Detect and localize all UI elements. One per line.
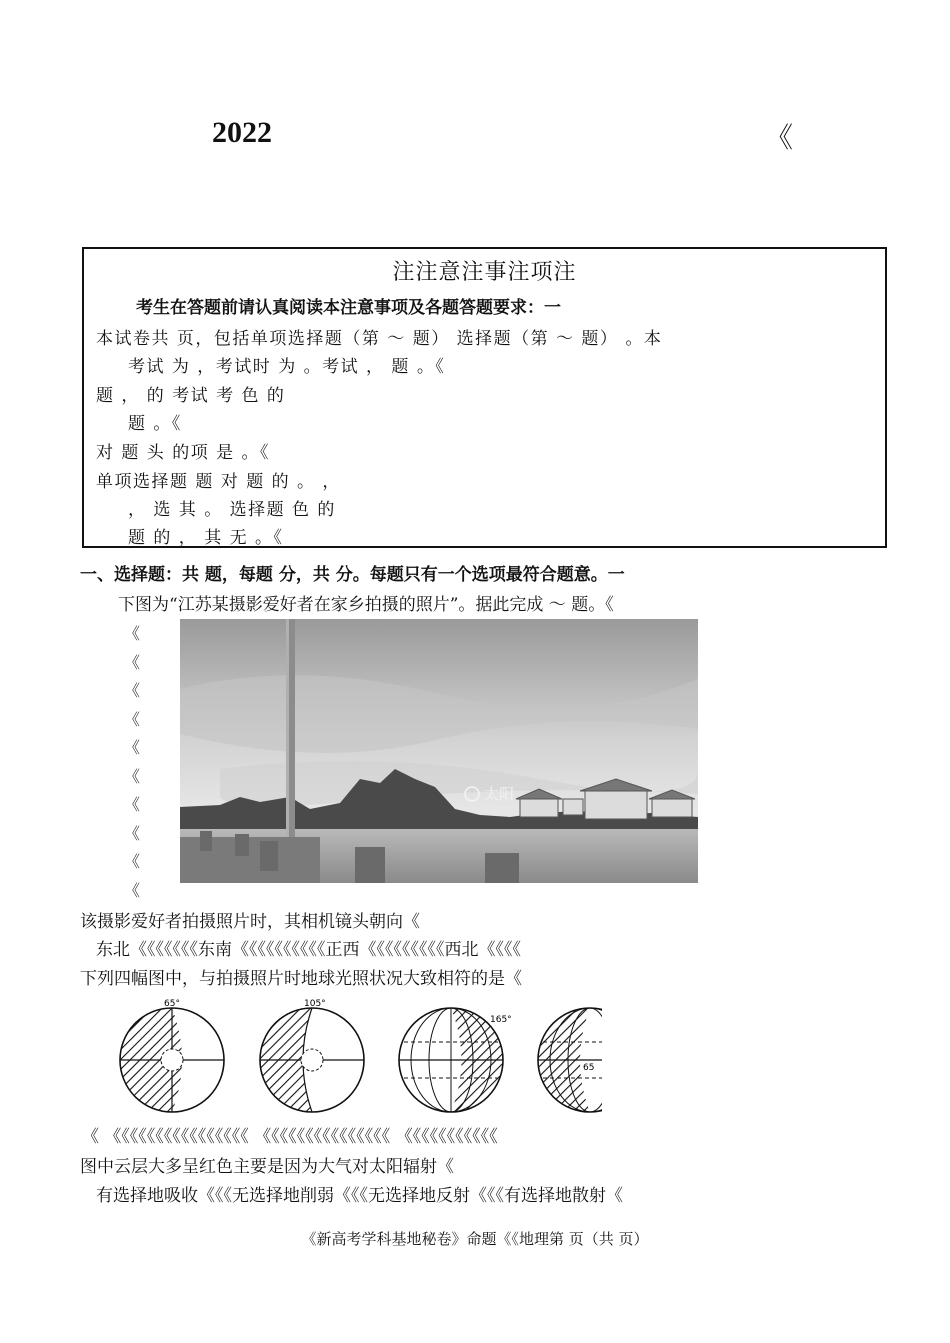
page-footer: 《新高考学科基地秘卷》命题《《地理第 页（共 页） bbox=[301, 1230, 649, 1248]
notice-box bbox=[82, 247, 887, 548]
landscape-photo bbox=[180, 619, 698, 883]
question-3-stem: 图中云层大多呈红色主要是因为大气对太阳辐射《 bbox=[80, 1157, 454, 1177]
margin-mark: 《 bbox=[124, 652, 141, 672]
notice-intro: 考生在答题前请认真阅读本注意事项及各题答题要求：一 bbox=[136, 298, 561, 318]
section-heading: 一、选择题：共 题，每题 分，共 分。每题只有一个选项最符合题意。一 bbox=[80, 565, 625, 585]
notice-line: 本试卷共 页，包括单项选择题（第 ～ 题） 选择题（第 ～ 题） 。本 bbox=[96, 329, 663, 349]
globe-diagrams bbox=[112, 998, 602, 1116]
notice-line: 题 的 ， 其 无 。《 bbox=[128, 528, 284, 548]
margin-mark: 《 bbox=[124, 852, 141, 871]
question-3-options: 有选择地吸收《《《无选择地削弱《《《无选择地反射《《《有选择地散射《 bbox=[96, 1186, 623, 1206]
globe-label: 65° bbox=[164, 999, 180, 1009]
notice-title: 注注意注事注项注 bbox=[392, 260, 577, 285]
margin-mark: 《 bbox=[124, 795, 141, 814]
exam-year: 2022 bbox=[212, 116, 272, 149]
margin-mark: 《 bbox=[124, 709, 141, 729]
question-1-stem: 该摄影爱好者拍摄照片时，其相机镜头朝向《 bbox=[80, 912, 420, 932]
question-2-stem: 下列四幅图中，与拍摄照片时地球光照状况大致相符的是《 bbox=[80, 969, 522, 989]
margin-mark: 《 bbox=[124, 880, 141, 900]
header-bracket: 《 bbox=[765, 121, 794, 154]
question-intro: 下图为“江苏某摄影爱好者在家乡拍摄的照片”。据此完成 ～ 题。《 bbox=[118, 595, 614, 615]
margin-mark: 《 bbox=[124, 766, 141, 786]
globe-label: 65 bbox=[583, 1063, 595, 1073]
margin-marks bbox=[124, 620, 140, 905]
notice-line: 题 ， 的 考试 考 色 的 bbox=[96, 386, 286, 406]
question-1-options: 东北《《《《《《《东南《《《《《《《《《《正西《《《《《《《《《西北《《《《 bbox=[96, 940, 521, 960]
margin-mark: 《 bbox=[124, 823, 141, 843]
photo-watermark: 太阳 bbox=[484, 785, 515, 803]
notice-line: 对 题 头 的项 是 。《 bbox=[96, 443, 271, 463]
notice-line: 题 。《 bbox=[128, 414, 182, 434]
margin-mark: 《 bbox=[124, 738, 141, 757]
margin-mark: 《 bbox=[124, 681, 141, 700]
notice-line: 考试 为 ，考试时 为 。考试 ， 题 。《 bbox=[128, 357, 446, 377]
margin-mark: 《 bbox=[124, 624, 141, 643]
notice-line: ， 选 其 。 选择题 色 的 bbox=[128, 500, 336, 520]
globe-label: 165° bbox=[490, 1015, 512, 1025]
notice-line: 单项选择题 题 对 题 的 。 ， bbox=[96, 472, 341, 492]
globe-label: 105° bbox=[304, 999, 326, 1009]
question-2-option-row: 《 《《《《《《《《《《《《《《《《 《《《《《《《《《《《《《《《 《《《《《《《《《《《 bbox=[82, 1127, 498, 1147]
